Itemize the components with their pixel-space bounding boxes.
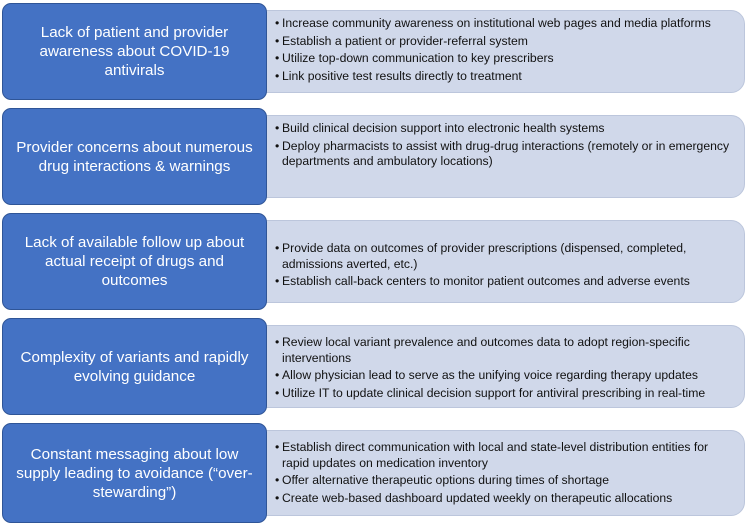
- strategy-item: • Provide data on outcomes of provider prescriptions (dispensed, completed, admissions averted, etc.): [275, 241, 736, 272]
- strategies-box-1: [262, 10, 745, 93]
- strategy-item: • Offer alternative therapeutic options during times of shortage: [275, 473, 736, 489]
- strategies-list-2: [263, 116, 744, 170]
- strategies-list-4: [263, 326, 744, 401]
- barrier-box-4: [2, 318, 267, 415]
- strategy-item: • Establish a patient or provider-referral system: [275, 34, 736, 50]
- barrier-label-1: Lack of patient and provider awareness about COVID-19 antivirals: [39, 24, 230, 79]
- strategy-item: • Build clinical decision support into electronic health systems: [275, 121, 736, 137]
- strategy-item: • Create web-based dashboard updated weekly on therapeutic allocations: [275, 491, 736, 507]
- strategies-list-5: [263, 431, 744, 506]
- strategy-item: • Utilize top-down communication to key prescribers: [275, 51, 736, 67]
- barrier-label-2: Provider concerns about numerous drug interactions & warnings: [16, 138, 253, 175]
- strategy-item: • Establish call-back centers to monitor patient outcomes and adverse events: [275, 274, 736, 290]
- strategy-item: • Allow physician lead to serve as the unifying voice regarding therapy updates: [275, 368, 736, 384]
- barrier-label-3: Lack of available follow up about actual receipt of drugs and outcomes: [24, 234, 245, 289]
- strategies-box-4: [262, 325, 745, 408]
- barrier-box-3: [2, 213, 267, 310]
- barrier-label-4: Complexity of variants and rapidly evolving guidance: [20, 348, 249, 385]
- diagram-row-1: [0, 3, 749, 100]
- strategies-box-3: [262, 220, 745, 303]
- strategy-item: • Deploy pharmacists to assist with drug-drug interactions (remotely or in emergency departments and ambulatory locations): [275, 139, 736, 170]
- strategies-list-1: [263, 11, 744, 84]
- strategies-box-5: [262, 430, 745, 516]
- strategy-item: • Increase community awareness on institutional web pages and media platforms: [275, 16, 736, 32]
- barrier-label-5: Constant messaging about low supply leading to avoidance (“over-stewarding”): [16, 445, 253, 501]
- strategy-item: • Establish direct communication with local and state-level distribution entities for rapid updates on medication inventory: [275, 440, 736, 471]
- diagram-row-3: [0, 213, 749, 310]
- barrier-box-2: [2, 108, 267, 205]
- diagram-row-2: [0, 108, 749, 205]
- diagram-row-5: [0, 423, 749, 523]
- strategies-box-2: [262, 115, 745, 198]
- strategies-list-3: [263, 221, 744, 290]
- barrier-box-5: [2, 423, 267, 523]
- barrier-box-1: [2, 3, 267, 100]
- diagram-row-4: [0, 318, 749, 415]
- strategy-item: • Review local variant prevalence and outcomes data to adopt region-specific interventions: [275, 335, 736, 366]
- strategy-item: • Utilize IT to update clinical decision support for antiviral prescribing in real-time: [275, 386, 736, 402]
- strategy-item: • Link positive test results directly to treatment: [275, 69, 736, 85]
